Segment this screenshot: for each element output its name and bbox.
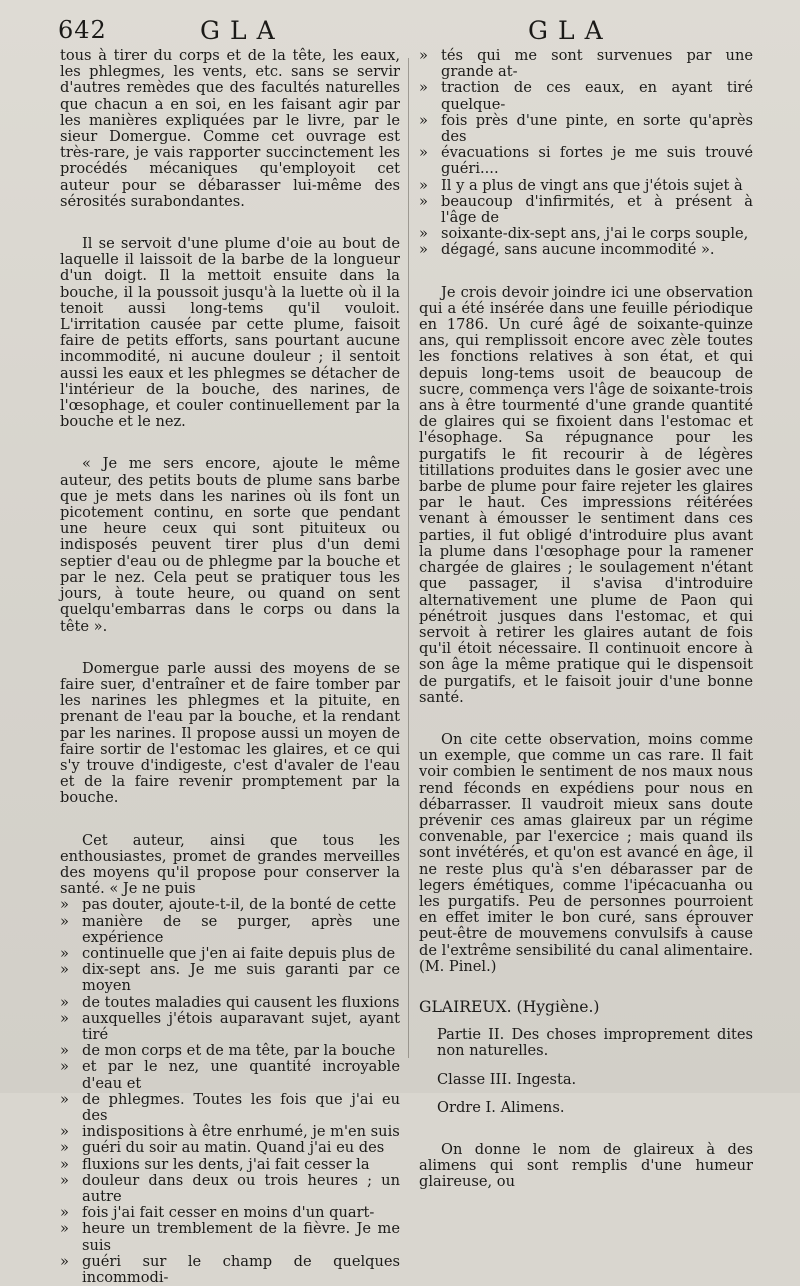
paragraph-glaireux-definition: On donne le nom de glaireux à des alimens qui sont remplis d'une humeur glaireuse, ou [419,1140,753,1191]
quote-line: » guéri du soir au matin. Quand j'ai eu des [60,1140,400,1156]
quote-line: » indispositions à être enrhumé, je m'en suis [60,1124,400,1140]
quote-line: » auxquelles j'étois auparavant sujet, ayant tiré [60,1011,400,1043]
quote-line: » douleur dans deux ou trois heures ; un autre [60,1173,400,1205]
quote-line: » fois j'ai fait cesser en moins d'un quart- [60,1205,400,1221]
column-divider [408,58,409,1058]
quote-line: » fois près d'une pinte, en sorte qu'après des [419,113,753,145]
quote-line: » de mon corps et de ma tête, par la bouche [60,1043,400,1059]
paragraph-enthousiastes: Cet auteur, ainsi que tous les enthousiastes, promet de grandes merveilles des moyens qu'il propose pour conserver la santé. « Je ne puis [60,831,400,898]
paragraph-observation-cure: Je crois devoir joindre ici une observation qui a été insérée dans une feuille périodique en 1786. Un curé âgé de soixante-quinze ans, qui remplissoit encore avec zèle toutes les fonctions relatives à son état, et qui depuis long-tems usoit de beaucoup de sucre, commença vers l'âge de soixante-trois ans à être tourmenté d'une grande quantité de glaires qui se fixoient dans l'estomac et l'ésophage. Sa répugnance pour les purgatifs le fit recourir à de légères titillations produites dans le gosier avec une barbe de plume pour faire rejeter les glaires par le haut. Ces impressions réitérées venant à émousser le sentiment dans ces parties, il fut obligé d'introduire plus avant la plume dans l'œsophage pour la ramener chargée de glaires ; le soulagement n'étant que passager, il s'avisa d'introduire alternativement une plume de Paon qui pénétroit jusques dans l'estomac, et qui servoit à retirer les glaires autant de fois qu'il étoit nécessaire. Il continuoit encore à son âge la même pratique qui le dispensoit de purgatifs, et le faisoit jouir d'une bonne santé. [419,283,753,706]
quote-line: » tés qui me sont survenues par une grande at- [419,48,753,80]
paragraph-domergue-suer: Domergue parle aussi des moyens de se faire suer, d'entraîner et de faire tomber par les narines les phlegmes et la pituite, en prenant de l'eau par la bouche, et la rendant par les narines. Il propose aussi un moyen de faire sortir de l'estomac les glaires, et ce qui s'y trouve d'indigeste, c'est d'avaler de l'eau et de la faire revenir promptement par la bouche. [60,659,400,807]
right-column [419,48,753,1191]
classification-partie: Partie II. Des choses improprement dites non naturelles. [437,1026,753,1060]
quote-line: » dégagé, sans aucune incommodité ». [419,242,753,258]
classification-ordre: Ordre I. Alimens. [437,1098,565,1116]
quote-line: » fluxions sur les dents, j'ai fait cesser la [60,1157,400,1173]
paragraph-plume-oie: Il se servoit d'une plume d'oie au bout de laquelle il laissoit de la barbe de la longueur d'un doigt. Il la mettoit ensuite dans la bouche, il la poussoit jusqu'à la luette où il la tenoit aussi long-tems qu'il vouloit. L'irritation causée par cette plume, faisoit faire de petits efforts, sans pourtant aucune incommodité, ni aucune douleur ; il sentoit aussi les eaux et les phlegmes se détacher de l'intérieur de la bouche, des narines, de l'œsophage, et couler continuellement par la bouche et le nez. [60,235,400,431]
quote-line: » et par le nez, une quantité incroyable d'eau et [60,1059,400,1091]
classification-classe: Classe III. Ingesta. [437,1070,577,1088]
quote-line: » pas douter, ajoute-t-il, de la bonté de cette [60,897,400,913]
quote-line: » guéri sur le champ de quelques incommodi- [60,1254,400,1286]
quote-line: » de toutes maladies qui causent les fluxions [60,995,400,1011]
paragraph-on-cite: On cite cette observation, moins comme un exemple, que comme un cas rare. Il fait voir combien le sentiment de nos maux nous rend féconds en expédiens pour nous en débarrasser. Il vaudroit mieux sans doute prévenir ces amas glaireux par un régime convenable, par l'exercice ; mais quand ils sont invétérés, et qu'on est avancé en âge, il ne reste plus qu'à s'en débarasser par de legers émétiques, comme l'ipécacuanha ou les purgatifs. Peu de personnes pourroient en effet imiter le bon curé, sans éprouver peut-être de mouvemens convulsifs à cause de l'extrême sensibilité du canal alimentaire. (M. Pinel.) [419,730,753,975]
page-header [0,10,800,50]
page-number: 642 [58,16,107,44]
quote-line: » traction de ces eaux, en ayant tiré quelque- [419,80,753,112]
entry-heading-glaireux: GLAIREUX. (Hygiène.) [419,997,600,1016]
running-head-right: GLA [528,16,613,45]
quote-line: » heure un tremblement de la fièvre. Je me suis [60,1221,400,1253]
running-head-left: GLA [200,16,285,45]
quote-line: » évacuations si fortes je me suis trouvé guéri.... [419,145,753,177]
quote-line: » manière de se purger, après une expérience [60,914,400,946]
quote-line: » Il y a plus de vingt ans que j'étois sujet à [419,178,753,194]
paragraph-quote-plume: « Je me sers encore, ajoute le même auteur, des petits bouts de plume sans barbe que je mets dans les narines où ils font un picotement continu, en sorte que pendant une heure ceux qui sont pituiteux ou indisposés peuvent tirer plus d'un demi septier d'eau ou de phlegme par la bouche et par le nez. Cela peut se pratiquer tous les jours, à toute heure, ou quand on sent quelqu'embarras dans le corps ou dans la tête ». [60,455,400,635]
quote-line: » soixante-dix-sept ans, j'ai le corps souple, [419,226,753,242]
quote-line: » beaucoup d'infirmités, et à présent à l'âge de [419,194,753,226]
paragraph-domergue-intro: tous à tirer du corps et de la tête, les eaux, les phlegmes, les vents, etc. sans se servir d'autres remèdes que des facultés naturelles que chacun a en soi, en les faisant agir par les manières expliquées par le livre, par le sieur Domergue. Comme cet ouvrage est très-rare, je vais rapporter succinctement les procédés mécaniques qu'employoit cet auteur pour se débarasser lui-même des sérosités surabondantes. [60,47,400,210]
quote-line: » de phlegmes. Toutes les fois que j'ai eu des [60,1092,400,1124]
quote-line: » dix-sept ans. Je me suis garanti par ce moyen [60,962,400,994]
left-column [60,48,400,1286]
quote-line: » continuelle que j'en ai faite depuis plus de [60,946,400,962]
